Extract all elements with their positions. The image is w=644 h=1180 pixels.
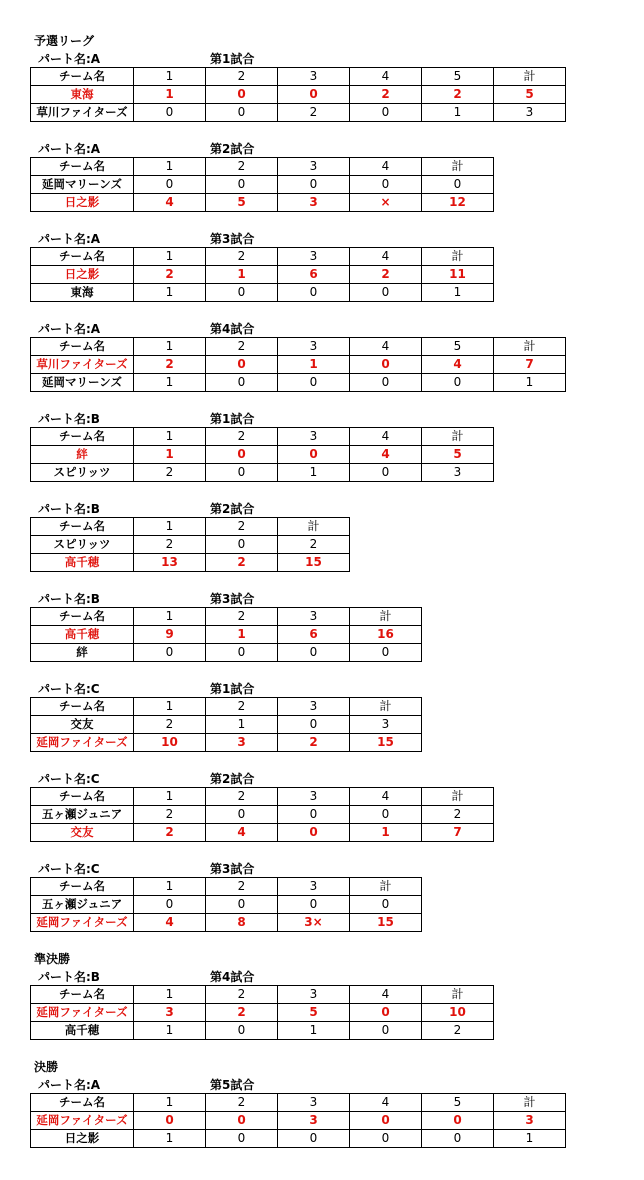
team-column-header: チーム名 — [31, 338, 134, 356]
total-score: 1 — [422, 284, 494, 302]
inning-score: 1 — [134, 284, 206, 302]
total-score: 7 — [494, 356, 566, 374]
game-number: 第1試合 — [210, 412, 255, 426]
total-score: 2 — [278, 536, 350, 554]
loser-row — [31, 896, 422, 914]
inning-score: 2 — [134, 356, 206, 374]
winner-row — [31, 446, 494, 464]
team-name: スピリッツ — [31, 464, 134, 482]
winner-row — [31, 356, 566, 374]
inning-header: 2 — [206, 158, 278, 176]
inning-score: 2 — [350, 86, 422, 104]
inning-score: 0 — [134, 896, 206, 914]
inning-header: 3 — [278, 248, 350, 266]
total-score: 2 — [422, 1022, 494, 1040]
scoreboard-table — [30, 157, 494, 212]
inning-score: 1 — [278, 356, 350, 374]
team-column-header: チーム名 — [31, 608, 134, 626]
inning-score: 0 — [134, 644, 206, 662]
winner-row — [31, 554, 350, 572]
inning-score: 0 — [206, 446, 278, 464]
team-column-header: チーム名 — [31, 428, 134, 446]
inning-score: 4 — [206, 824, 278, 842]
winner-row — [31, 1112, 566, 1130]
scoreboard-table — [30, 67, 566, 122]
inning-header: 3 — [278, 1094, 350, 1112]
inning-header: 1 — [134, 1094, 206, 1112]
inning-score: 3 — [206, 734, 278, 752]
loser-row — [31, 374, 566, 392]
inning-score: 0 — [422, 1112, 494, 1130]
scoreboard-table — [30, 787, 494, 842]
inning-score: 0 — [134, 176, 206, 194]
header-row — [31, 428, 494, 446]
inning-header: 2 — [206, 518, 278, 536]
total-score: 3 — [494, 1112, 566, 1130]
inning-score: 0 — [278, 896, 350, 914]
inning-score: 0 — [206, 536, 278, 554]
inning-score: 1 — [134, 1022, 206, 1040]
team-column-header: チーム名 — [31, 248, 134, 266]
winner-row — [31, 266, 494, 284]
inning-score: 2 — [134, 266, 206, 284]
inning-score: 1 — [134, 86, 206, 104]
team-name: 延岡ファイターズ — [31, 914, 134, 932]
total-score: 3 — [494, 104, 566, 122]
inning-score: 0 — [206, 284, 278, 302]
inning-score: 1 — [134, 1130, 206, 1148]
game-number: 第3試合 — [210, 862, 255, 876]
inning-score: 3 — [278, 194, 350, 212]
game-number: 第3試合 — [210, 592, 255, 606]
inning-score: 0 — [134, 1112, 206, 1130]
total-score: 15 — [278, 554, 350, 572]
inning-header: 2 — [206, 608, 278, 626]
inning-score: 0 — [206, 806, 278, 824]
inning-header: 計 — [422, 158, 494, 176]
team-name: 高千穂 — [31, 626, 134, 644]
total-score: 5 — [422, 446, 494, 464]
team-name: 延岡ファイターズ — [31, 1112, 134, 1130]
inning-score: 4 — [422, 356, 494, 374]
inning-header: 2 — [206, 878, 278, 896]
team-name: 五ヶ瀬ジュニア — [31, 806, 134, 824]
inning-header: 計 — [422, 788, 494, 806]
header-row — [31, 608, 422, 626]
inning-score: 1 — [206, 266, 278, 284]
inning-score: 2 — [134, 536, 206, 554]
team-name: 絆 — [31, 446, 134, 464]
pool-name: パート名:B — [38, 502, 100, 516]
loser-row — [31, 1022, 494, 1040]
loser-row — [31, 176, 494, 194]
inning-score: 1 — [206, 626, 278, 644]
inning-score: 9 — [134, 626, 206, 644]
header-row — [31, 338, 566, 356]
team-name: 日之影 — [31, 266, 134, 284]
inning-header: 3 — [278, 338, 350, 356]
inning-header: 1 — [134, 428, 206, 446]
inning-score: 0 — [278, 824, 350, 842]
stage-heading: 予選リーグ — [34, 34, 95, 48]
inning-header: 4 — [350, 68, 422, 86]
inning-header: 4 — [350, 338, 422, 356]
inning-header: 1 — [134, 986, 206, 1004]
game-number: 第4試合 — [210, 970, 255, 984]
inning-score: 0 — [278, 284, 350, 302]
team-name: 五ヶ瀬ジュニア — [31, 896, 134, 914]
inning-score: 5 — [278, 1004, 350, 1022]
inning-score: 0 — [350, 356, 422, 374]
total-score: 2 — [422, 806, 494, 824]
inning-header: 2 — [206, 428, 278, 446]
inning-header: 計 — [494, 338, 566, 356]
game-number: 第1試合 — [210, 682, 255, 696]
inning-score: 0 — [278, 806, 350, 824]
inning-header: 1 — [134, 248, 206, 266]
inning-header: 2 — [206, 1094, 278, 1112]
inning-score: 2 — [134, 824, 206, 842]
inning-header: 1 — [134, 698, 206, 716]
winner-row — [31, 824, 494, 842]
team-name: 延岡ファイターズ — [31, 1004, 134, 1022]
inning-score: 2 — [134, 806, 206, 824]
game-number: 第2試合 — [210, 502, 255, 516]
inning-header: 1 — [134, 878, 206, 896]
inning-header: 計 — [422, 986, 494, 1004]
inning-score: 8 — [206, 914, 278, 932]
inning-score: 4 — [134, 194, 206, 212]
total-score: 16 — [350, 626, 422, 644]
inning-score: 0 — [278, 644, 350, 662]
team-name: 延岡マリーンズ — [31, 374, 134, 392]
inning-header: 4 — [350, 788, 422, 806]
inning-score: 0 — [350, 1004, 422, 1022]
pool-name: パート名:A — [38, 52, 101, 66]
inning-score: 1 — [134, 446, 206, 464]
inning-header: 5 — [422, 1094, 494, 1112]
inning-score: 0 — [278, 716, 350, 734]
pool-name: パート名:B — [38, 970, 100, 984]
loser-row — [31, 104, 566, 122]
inning-score: 0 — [134, 104, 206, 122]
team-column-header: チーム名 — [31, 878, 134, 896]
inning-score: 6 — [278, 626, 350, 644]
inning-score: 0 — [350, 806, 422, 824]
inning-header: 2 — [206, 68, 278, 86]
team-name: 東海 — [31, 86, 134, 104]
inning-score: 2 — [134, 716, 206, 734]
winner-row — [31, 86, 566, 104]
inning-header: 1 — [134, 158, 206, 176]
header-row — [31, 878, 422, 896]
inning-header: 2 — [206, 986, 278, 1004]
total-score: 0 — [422, 176, 494, 194]
inning-score: 3 — [278, 1112, 350, 1130]
scoreboard-table — [30, 607, 422, 662]
inning-score: 2 — [206, 1004, 278, 1022]
inning-score: 0 — [350, 284, 422, 302]
inning-score: 2 — [134, 464, 206, 482]
team-column-header: チーム名 — [31, 698, 134, 716]
inning-header: 3 — [278, 68, 350, 86]
pool-name: パート名:A — [38, 322, 101, 336]
team-name: 絆 — [31, 644, 134, 662]
inning-score: 2 — [278, 104, 350, 122]
team-column-header: チーム名 — [31, 986, 134, 1004]
inning-score: 6 — [278, 266, 350, 284]
header-row — [31, 248, 494, 266]
team-column-header: チーム名 — [31, 68, 134, 86]
team-column-header: チーム名 — [31, 788, 134, 806]
inning-score: 0 — [206, 86, 278, 104]
team-column-header: チーム名 — [31, 158, 134, 176]
game-number: 第2試合 — [210, 142, 255, 156]
inning-score: 2 — [278, 734, 350, 752]
total-score: 1 — [494, 374, 566, 392]
total-score: 3 — [350, 716, 422, 734]
team-column-header: チーム名 — [31, 1094, 134, 1112]
total-score: 1 — [494, 1130, 566, 1148]
winner-row — [31, 626, 422, 644]
inning-score: 1 — [278, 1022, 350, 1040]
scoreboard-table — [30, 247, 494, 302]
inning-score: 10 — [134, 734, 206, 752]
total-score: 0 — [350, 644, 422, 662]
pool-name: パート名:C — [38, 682, 100, 696]
pool-name: パート名:A — [38, 142, 101, 156]
team-name: 延岡ファイターズ — [31, 734, 134, 752]
pool-name: パート名:A — [38, 1078, 101, 1092]
game-number: 第4試合 — [210, 322, 255, 336]
loser-row — [31, 1130, 566, 1148]
loser-row — [31, 536, 350, 554]
inning-header: 4 — [350, 986, 422, 1004]
inning-header: 1 — [134, 518, 206, 536]
inning-score: 0 — [206, 1130, 278, 1148]
total-score: 15 — [350, 914, 422, 932]
total-score: 7 — [422, 824, 494, 842]
inning-score: 3× — [278, 914, 350, 932]
inning-score: 4 — [134, 914, 206, 932]
team-column-header: チーム名 — [31, 518, 134, 536]
header-row — [31, 158, 494, 176]
pool-name: パート名:C — [38, 862, 100, 876]
inning-score: 0 — [206, 1022, 278, 1040]
inning-header: 3 — [278, 878, 350, 896]
inning-header: 3 — [278, 986, 350, 1004]
inning-score: 0 — [278, 1130, 350, 1148]
loser-row — [31, 284, 494, 302]
winner-row — [31, 194, 494, 212]
inning-header: 5 — [422, 68, 494, 86]
inning-score: 1 — [422, 104, 494, 122]
inning-header: 4 — [350, 248, 422, 266]
inning-score: 4 — [350, 446, 422, 464]
stage-heading: 決勝 — [34, 1060, 59, 1074]
winner-row — [31, 734, 422, 752]
inning-score: 0 — [206, 1112, 278, 1130]
inning-header: 4 — [350, 1094, 422, 1112]
inning-score: 5 — [206, 194, 278, 212]
scoreboard-table — [30, 1093, 566, 1148]
inning-score: 0 — [422, 1130, 494, 1148]
inning-score: 0 — [422, 374, 494, 392]
team-name: 高千穂 — [31, 1022, 134, 1040]
game-number: 第1試合 — [210, 52, 255, 66]
inning-header: 1 — [134, 338, 206, 356]
game-number: 第5試合 — [210, 1078, 255, 1092]
team-name: 日之影 — [31, 1130, 134, 1148]
team-name: 日之影 — [31, 194, 134, 212]
pool-name: パート名:B — [38, 412, 100, 426]
total-score: 15 — [350, 734, 422, 752]
total-score: 12 — [422, 194, 494, 212]
total-score: 5 — [494, 86, 566, 104]
inning-score: 0 — [350, 464, 422, 482]
inning-header: 3 — [278, 608, 350, 626]
inning-header: 2 — [206, 338, 278, 356]
inning-header: 2 — [206, 788, 278, 806]
inning-score: 0 — [278, 176, 350, 194]
team-name: 草川ファイターズ — [31, 356, 134, 374]
inning-score: 0 — [278, 374, 350, 392]
pool-name: パート名:A — [38, 232, 101, 246]
inning-score: 1 — [206, 716, 278, 734]
scoreboard-table — [30, 697, 422, 752]
inning-score: 1 — [278, 464, 350, 482]
inning-header: 計 — [422, 428, 494, 446]
header-row — [31, 788, 494, 806]
inning-score: 0 — [350, 374, 422, 392]
inning-header: 5 — [422, 338, 494, 356]
stage-heading: 準決勝 — [34, 952, 71, 966]
team-name: 交友 — [31, 824, 134, 842]
inning-score: 0 — [206, 176, 278, 194]
scoreboard-table — [30, 517, 350, 572]
team-name: 交友 — [31, 716, 134, 734]
inning-header: 1 — [134, 68, 206, 86]
scoreboard-table — [30, 337, 566, 392]
inning-score: 2 — [422, 86, 494, 104]
inning-score: 0 — [350, 104, 422, 122]
inning-header: 3 — [278, 428, 350, 446]
loser-row — [31, 806, 494, 824]
inning-score: 0 — [206, 896, 278, 914]
header-row — [31, 986, 494, 1004]
inning-header: 3 — [278, 788, 350, 806]
winner-row — [31, 1004, 494, 1022]
scoreboard-table — [30, 427, 494, 482]
inning-header: 計 — [350, 698, 422, 716]
inning-score: 13 — [134, 554, 206, 572]
winner-row — [31, 914, 422, 932]
inning-score: 0 — [206, 464, 278, 482]
inning-header: 4 — [350, 428, 422, 446]
inning-score: × — [350, 194, 422, 212]
inning-header: 計 — [494, 68, 566, 86]
total-score: 0 — [350, 896, 422, 914]
inning-score: 2 — [350, 266, 422, 284]
scoreboard-table — [30, 985, 494, 1040]
inning-score: 0 — [350, 1130, 422, 1148]
inning-score: 0 — [206, 374, 278, 392]
game-number: 第2試合 — [210, 772, 255, 786]
total-score: 3 — [422, 464, 494, 482]
inning-header: 計 — [494, 1094, 566, 1112]
game-number: 第3試合 — [210, 232, 255, 246]
inning-score: 0 — [350, 1022, 422, 1040]
header-row — [31, 698, 422, 716]
inning-header: 計 — [422, 248, 494, 266]
team-name: 草川ファイターズ — [31, 104, 134, 122]
team-name: スピリッツ — [31, 536, 134, 554]
inning-score: 0 — [206, 104, 278, 122]
header-row — [31, 518, 350, 536]
loser-row — [31, 464, 494, 482]
scoreboard-table — [30, 877, 422, 932]
inning-score: 0 — [350, 1112, 422, 1130]
total-score: 11 — [422, 266, 494, 284]
inning-header: 計 — [278, 518, 350, 536]
loser-row — [31, 644, 422, 662]
team-name: 高千穂 — [31, 554, 134, 572]
inning-header: 1 — [134, 788, 206, 806]
pool-name: パート名:B — [38, 592, 100, 606]
inning-header: 3 — [278, 698, 350, 716]
inning-score: 0 — [206, 644, 278, 662]
pool-name: パート名:C — [38, 772, 100, 786]
header-row — [31, 1094, 566, 1112]
inning-score: 1 — [350, 824, 422, 842]
inning-header: 1 — [134, 608, 206, 626]
inning-header: 計 — [350, 878, 422, 896]
inning-score: 2 — [206, 554, 278, 572]
inning-score: 0 — [278, 446, 350, 464]
loser-row — [31, 716, 422, 734]
inning-header: 4 — [350, 158, 422, 176]
inning-header: 2 — [206, 248, 278, 266]
inning-score: 1 — [134, 374, 206, 392]
inning-score: 3 — [134, 1004, 206, 1022]
header-row — [31, 68, 566, 86]
team-name: 東海 — [31, 284, 134, 302]
inning-score: 0 — [206, 356, 278, 374]
inning-header: 2 — [206, 698, 278, 716]
inning-header: 計 — [350, 608, 422, 626]
inning-score: 0 — [278, 86, 350, 104]
total-score: 10 — [422, 1004, 494, 1022]
inning-score: 0 — [350, 176, 422, 194]
inning-header: 3 — [278, 158, 350, 176]
team-name: 延岡マリーンズ — [31, 176, 134, 194]
